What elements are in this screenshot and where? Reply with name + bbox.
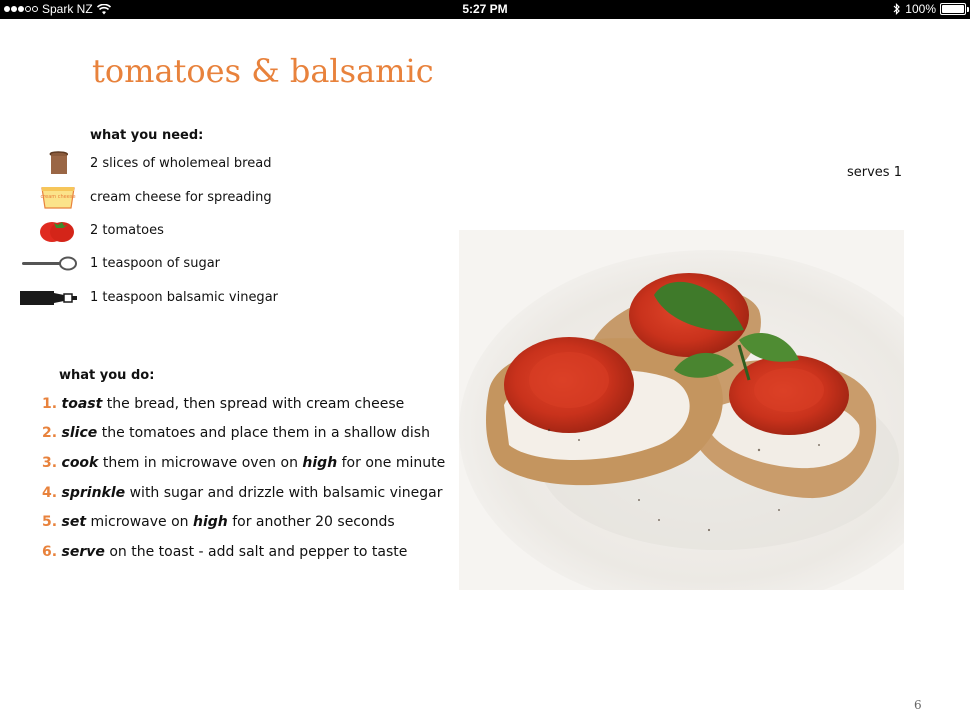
step-verb: slice [61,425,98,441]
method-step [42,455,445,471]
method-step [42,396,404,412]
step-text: the tomatoes and place them in a shallow dish [97,425,430,441]
method-step [42,425,430,441]
ingredient-text: 1 teaspoon of sugar [90,256,221,271]
recipe-title: tomatoes & balsamic [92,52,434,90]
status-right [893,2,966,16]
step-text: with sugar and drizzle with balsamic vinegar [125,485,443,501]
step-number: 6. [42,544,58,560]
ingredient-item [0,149,460,179]
ingredient-text: 1 teaspoon balsamic vinegar [90,290,278,305]
vinegar-bottle-icon [20,283,80,313]
ingredient-text: cream cheese for spreading [90,190,272,205]
ingredient-text: 2 tomatoes [90,223,164,238]
carrier-name: Spark NZ [42,2,93,16]
step-emphasis: high [193,514,228,530]
step-verb: toast [61,396,103,412]
step-number: 2. [42,425,58,441]
status-bar [0,0,970,19]
status-time: 5:27 PM [462,2,508,16]
ingredient-item [0,183,460,213]
method-step [42,544,407,560]
battery-icon [940,3,966,15]
ingredient-item [0,249,460,279]
cream-cheese-label: cream cheese [40,194,76,200]
battery-percent: 100% [905,2,936,16]
method-step [42,514,395,530]
step-text-after: for one minute [337,455,446,471]
step-text: them in microwave oven on [98,455,303,471]
method-heading: what you do: [59,368,155,383]
step-verb: set [61,514,87,530]
step-verb: serve [61,544,105,560]
page-number: 6 [914,698,922,712]
ingredients-heading: what you need: [90,128,204,143]
food-photo [459,230,904,590]
ingredient-item [0,216,460,246]
step-verb: sprinkle [61,485,126,501]
bread-slice-icon [20,149,80,179]
step-text: on the toast - add salt and pepper to taste [104,544,408,560]
step-number: 3. [42,455,58,471]
ingredient-text: 2 slices of wholemeal bread [90,156,272,171]
step-verb: cook [61,455,99,471]
step-number: 1. [42,396,58,412]
step-text: microwave on [86,514,194,530]
cream-cheese-icon [20,183,80,213]
step-number: 5. [42,514,58,530]
method-step [42,485,443,501]
bluetooth-icon [893,3,901,15]
step-number: 4. [42,485,58,501]
teaspoon-icon [20,249,80,279]
step-text: the bread, then spread with cream cheese [102,396,405,412]
step-emphasis: high [302,455,338,471]
serves-label: serves 1 [847,165,902,180]
step-text-after: for another 20 seconds [227,514,395,530]
ingredient-item [0,283,460,313]
tomato-icon [20,216,80,246]
